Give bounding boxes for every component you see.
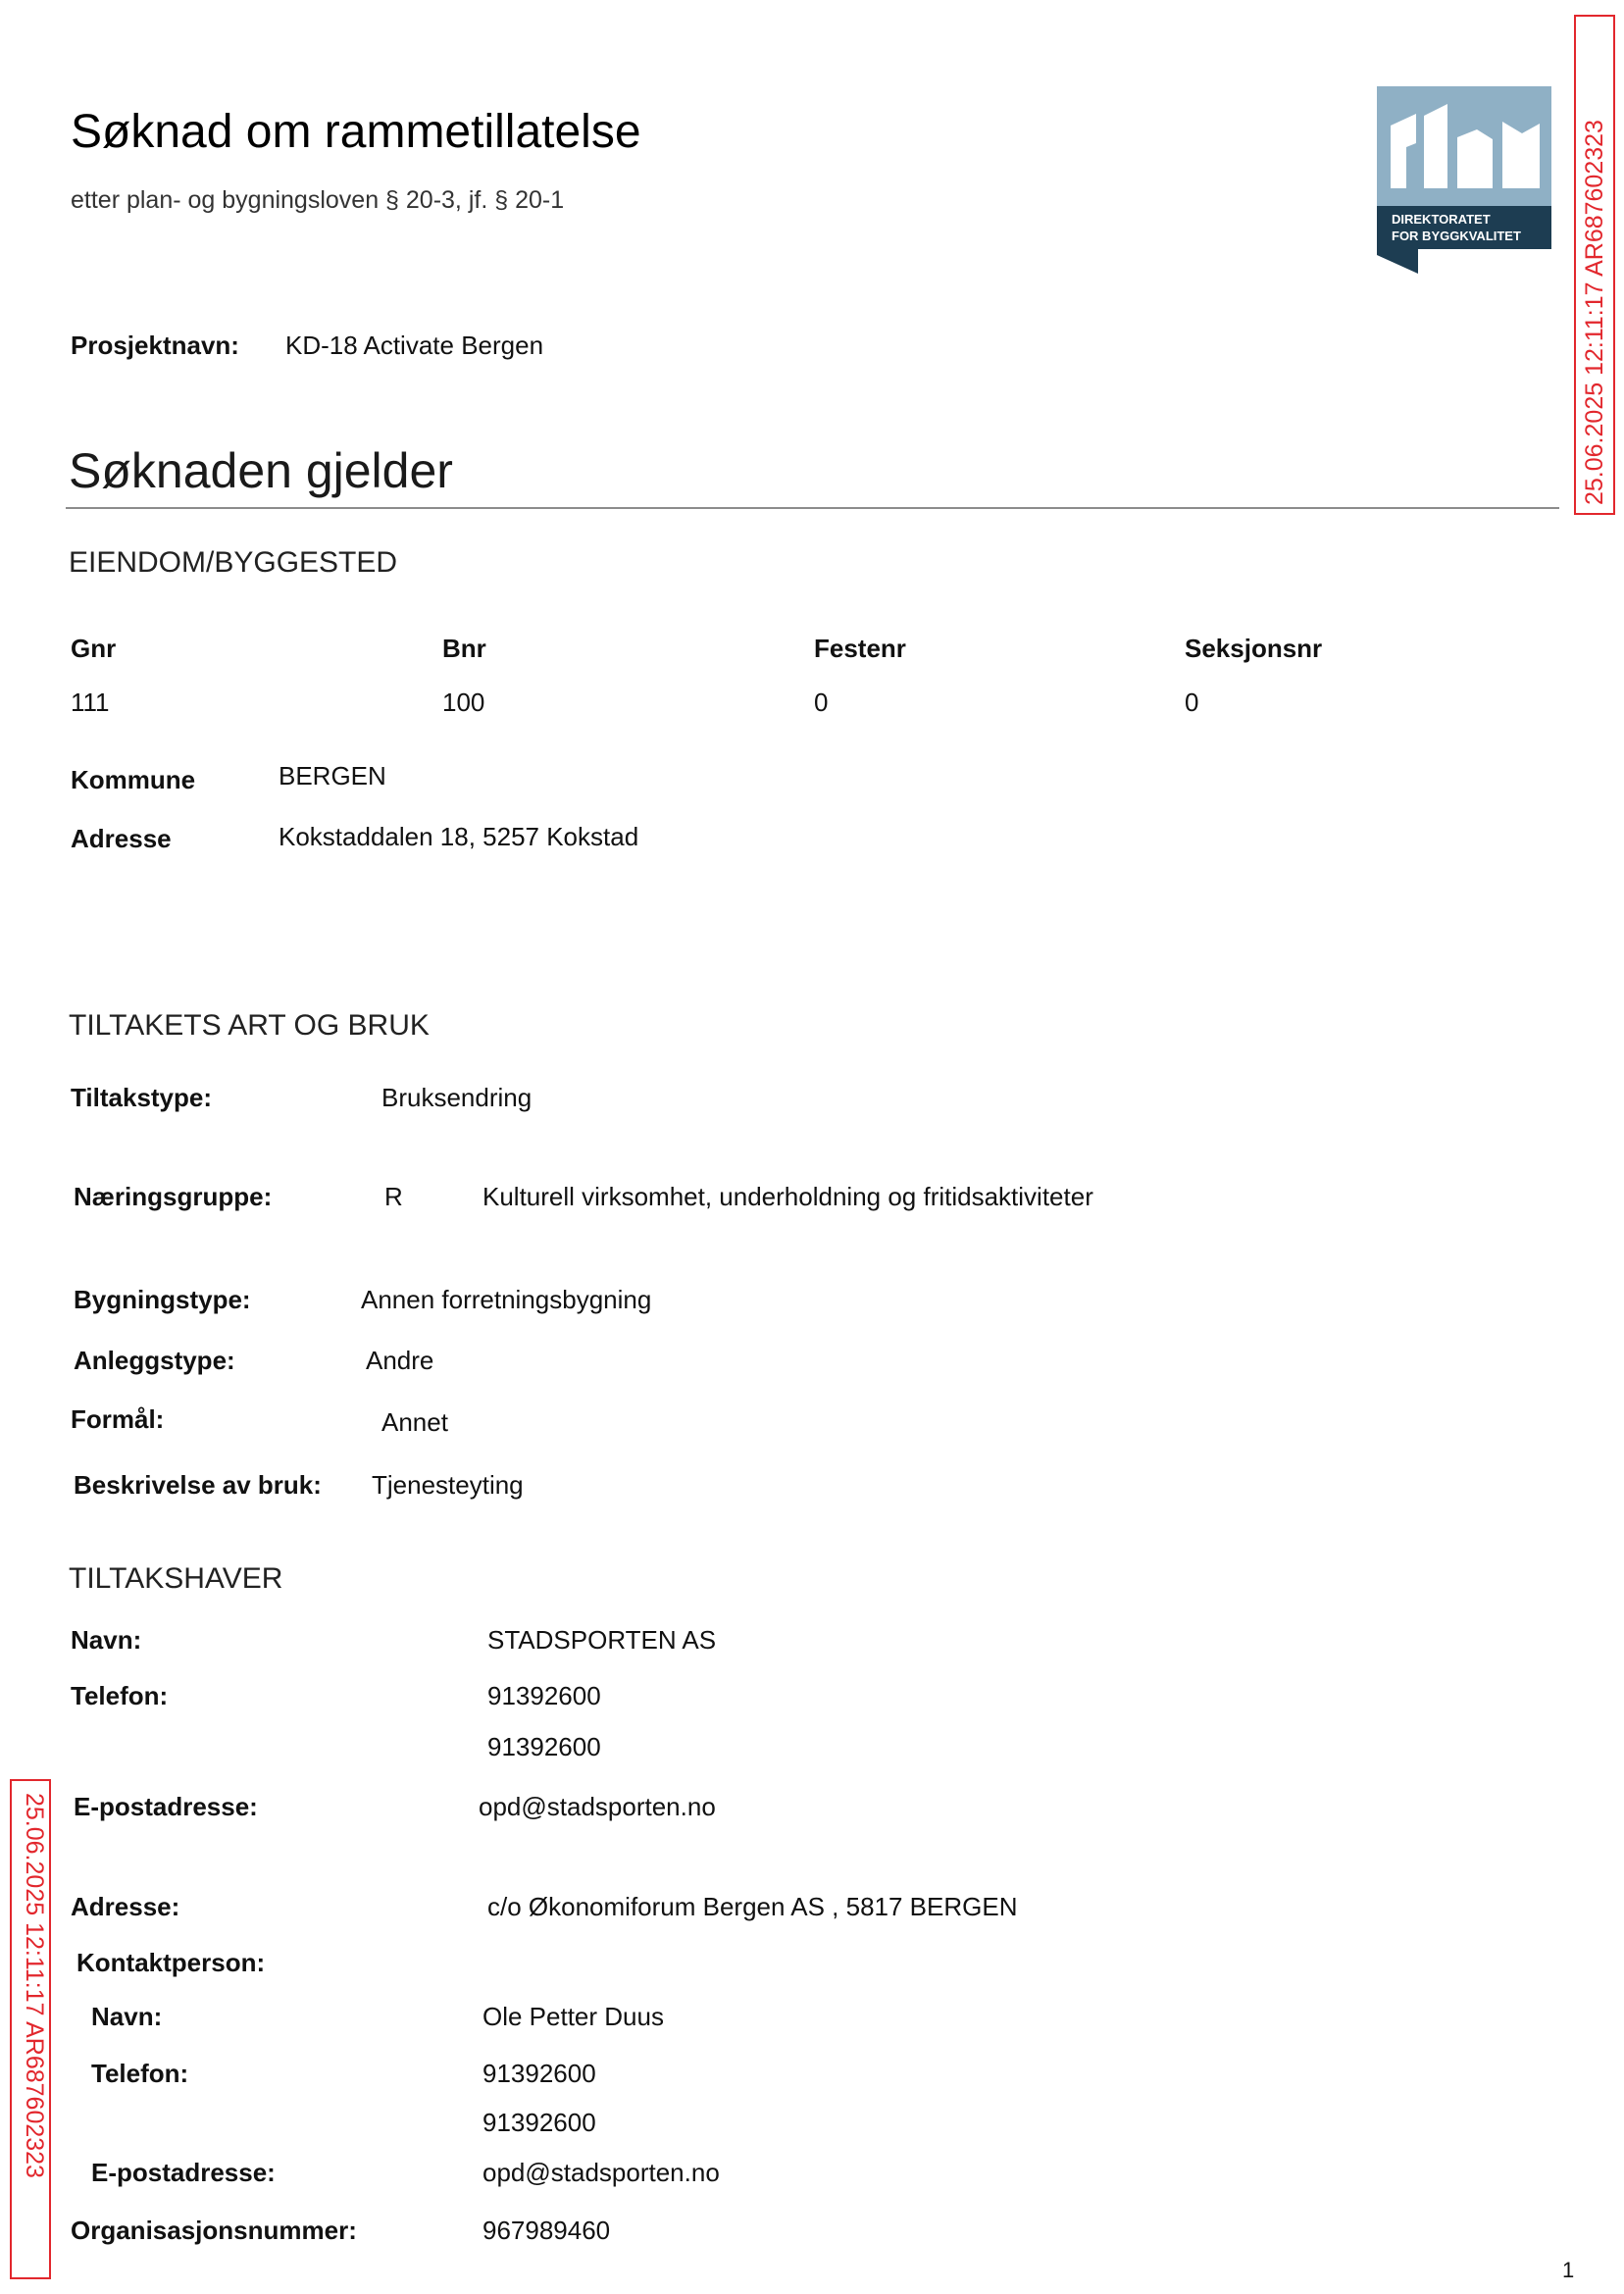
municipality-label: Kommune <box>71 765 196 794</box>
industry-group-value: Kulturell virksomhet, underholdning og fritidsaktiviteter <box>482 1182 1093 1211</box>
contact-phone-value: 91392600 <box>482 2059 596 2088</box>
section-divider <box>66 507 1559 509</box>
archive-stamp-left <box>10 1779 51 2279</box>
dibk-logo-graphic <box>1377 86 1551 274</box>
facility-type-value: Andre <box>366 1346 434 1375</box>
purpose-value: Annet <box>381 1407 448 1437</box>
archive-stamp-text: 25.06.2025 12:11:17 AR687602323 <box>21 1793 48 2178</box>
org-number-value: 967989460 <box>482 2216 611 2245</box>
contact-phone-label: Telefon: <box>91 2059 189 2088</box>
contact-email-value: opd@stadsporten.no <box>482 2158 720 2187</box>
dibk-logo <box>1377 86 1551 274</box>
gnr-label: Gnr <box>71 634 117 663</box>
applicant-name-label: Navn: <box>71 1625 142 1655</box>
applicant-email-label: E-postadresse: <box>74 1792 258 1821</box>
applicant-phone-label: Telefon: <box>71 1681 169 1710</box>
archive-stamp-text: 25.06.2025 12:11:17 AR687602323 <box>1581 120 1608 505</box>
building-type-label: Bygningstype: <box>74 1285 251 1314</box>
applicant-name-value: STADSPORTEN AS <box>487 1625 717 1655</box>
bnr-value: 100 <box>442 688 485 717</box>
applicant-heading: TILTAKSHAVER <box>69 1562 283 1595</box>
org-number-label: Organisasjonsnummer: <box>71 2216 357 2245</box>
property-heading: EIENDOM/BYGGESTED <box>69 546 398 579</box>
applicant-phone-value: 91392600 <box>487 1681 601 1710</box>
festenr-value: 0 <box>814 688 829 717</box>
applicant-email-value: opd@stadsporten.no <box>479 1792 716 1821</box>
contact-email-label: E-postadresse: <box>91 2158 276 2187</box>
building-type-value: Annen forretningsbygning <box>361 1285 652 1314</box>
contact-name-label: Navn: <box>91 2002 163 2031</box>
measure-type-label: Tiltakstype: <box>71 1083 213 1112</box>
applicant-phone-value-2: 91392600 <box>487 1732 601 1761</box>
property-address-label: Adresse <box>71 824 172 853</box>
section-title: Søknaden gjelder <box>69 443 453 498</box>
seksjonsnr-label: Seksjonsnr <box>1185 634 1323 663</box>
project-name: KD-18 Activate Bergen <box>285 331 544 360</box>
page-number: 1 <box>1562 2258 1575 2282</box>
logo-text-line1: DIREKTORATET <box>1392 212 1491 227</box>
gnr-value: 111 <box>71 688 110 717</box>
applicant-address-label: Adresse: <box>71 1892 180 1921</box>
festenr-label: Festenr <box>814 634 906 663</box>
contact-person-label: Kontaktperson: <box>76 1948 266 1977</box>
project-label: Prosjektnavn: <box>71 331 239 360</box>
measure-type-value: Bruksendring <box>381 1083 533 1112</box>
bnr-label: Bnr <box>442 634 486 663</box>
contact-phone-value-2: 91392600 <box>482 2108 596 2137</box>
applicant-address-value: c/o Økonomiforum Bergen AS , 5817 BERGEN <box>487 1892 1018 1921</box>
industry-group-code: R <box>384 1182 403 1211</box>
use-description-value: Tjenesteyting <box>372 1470 524 1500</box>
document-subtitle: etter plan- og bygningsloven § 20-3, jf. § 20-1 <box>71 186 565 214</box>
measure-heading: TILTAKETS ART OG BRUK <box>69 1009 430 1042</box>
document-title: Søknad om rammetillatelse <box>71 106 641 158</box>
logo-ribbon <box>1377 249 1418 274</box>
use-description-label: Beskrivelse av bruk: <box>74 1470 322 1500</box>
logo-text-line2: FOR BYGGKVALITET <box>1392 229 1521 243</box>
property-address-value: Kokstaddalen 18, 5257 Kokstad <box>279 822 639 851</box>
municipality-value: BERGEN <box>279 761 386 790</box>
purpose-label: Formål: <box>71 1404 165 1434</box>
seksjonsnr-value: 0 <box>1185 688 1199 717</box>
archive-stamp-right <box>1574 15 1615 515</box>
contact-name-value: Ole Petter Duus <box>482 2002 664 2031</box>
facility-type-label: Anleggstype: <box>74 1346 235 1375</box>
industry-group-label: Næringsgruppe: <box>74 1182 273 1211</box>
